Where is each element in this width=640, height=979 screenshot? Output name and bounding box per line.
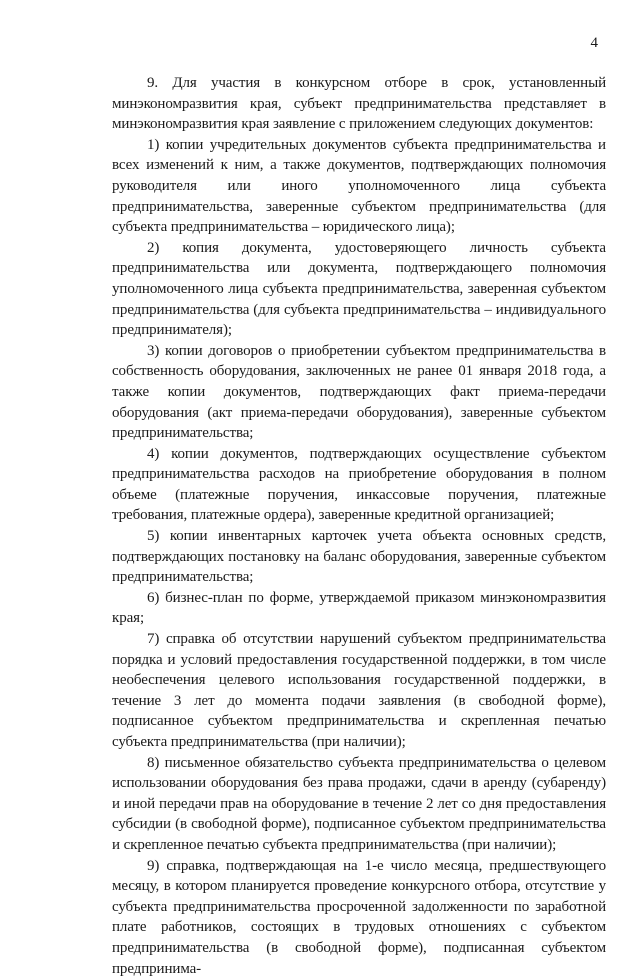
list-item-3: 3) копии договоров о приобретении субъектом предпринимательства в собственность оборудования, заключенных не ранее 01 января 2018 года, а также копии документов, подтверждающих факт приема-передачи оборудования (акт приема-передачи оборудования), заверенные субъектом предпринимательства; [112, 342, 606, 442]
list-item-5: 5) копии инвентарных карточек учета объекта основных средств, подтверждающих постановку на баланс оборудования, заверенные субъектом предпринимательства; [112, 528, 606, 586]
page-number: 4 [590, 35, 598, 51]
list-item-2: 2) копия документа, удостоверяющего личность субъекта предпринимательства или документа, подтверждающего полномочия уполномоченного лица субъекта предпринимательства, заверенная субъектом предпринимательства (для субъекта предпринимательства – индивидуального предпринимателя); [112, 239, 606, 339]
list-item-8: 8) письменное обязательство субъекта предпринимательства о целевом использовании оборудования без права продажи, сдачи в аренду (субаренду) и иной передачи прав на оборудование в течение 2 лет со дня предоставления субсидии (в свободной форме), подписанное субъектом предпринимательства и скрепленное печатью субъекта предпринимательства (при наличии); [112, 754, 606, 853]
document-body [112, 73, 606, 979]
paragraph-item-9: 9. Для участия в конкурсном отборе в срок, установленный минэкономразвития края, субъект предпринимательства представляет в минэкономразвития края заявление с приложением следующих документов: [112, 75, 606, 133]
list-item-4: 4) копии документов, подтверждающих осуществление субъектом предпринимательства расходов на приобретение оборудования в полном объеме (платежные поручения, инкассовые поручения, платежные требования, платежные ордера), заверенные кредитной организацией; [112, 445, 606, 524]
list-item-7: 7) справка об отсутствии нарушений субъектом предпринимательства порядка и условий предоставления государственной поддержки, в том числе необеспечения целевого использования государственной поддержки, в течение 3 лет до момента подачи заявления (в свободной форме), подписанное субъектом предпринимательства и скрепленная печатью субъекта предпринимательства (при наличии); [112, 631, 606, 750]
list-item-1: 1) копии учредительных документов субъекта предпринимательства и всех изменений к ним, а также документов, подтверждающих полномочия руководителя или иного уполномоченного лица субъекта предпринимательства, заверенные субъектом предпринимательства (для субъекта предпринимательства – юридического лица); [112, 136, 606, 236]
list-item-9: 9) справка, подтверждающая на 1-е число месяца, предшествующего месяцу, в котором планируется проведение конкурсного отбора, отсутствие у субъекта предпринимательства просроченной задолженности по заработной плате работников, состоящих в трудовых отношениях с субъектом предпринимательства (в свободной форме), подписанная субъектом предпринима- [112, 857, 606, 977]
list-item-6: 6) бизнес-план по форме, утверждаемой приказом минэкономразвития края; [112, 589, 606, 627]
